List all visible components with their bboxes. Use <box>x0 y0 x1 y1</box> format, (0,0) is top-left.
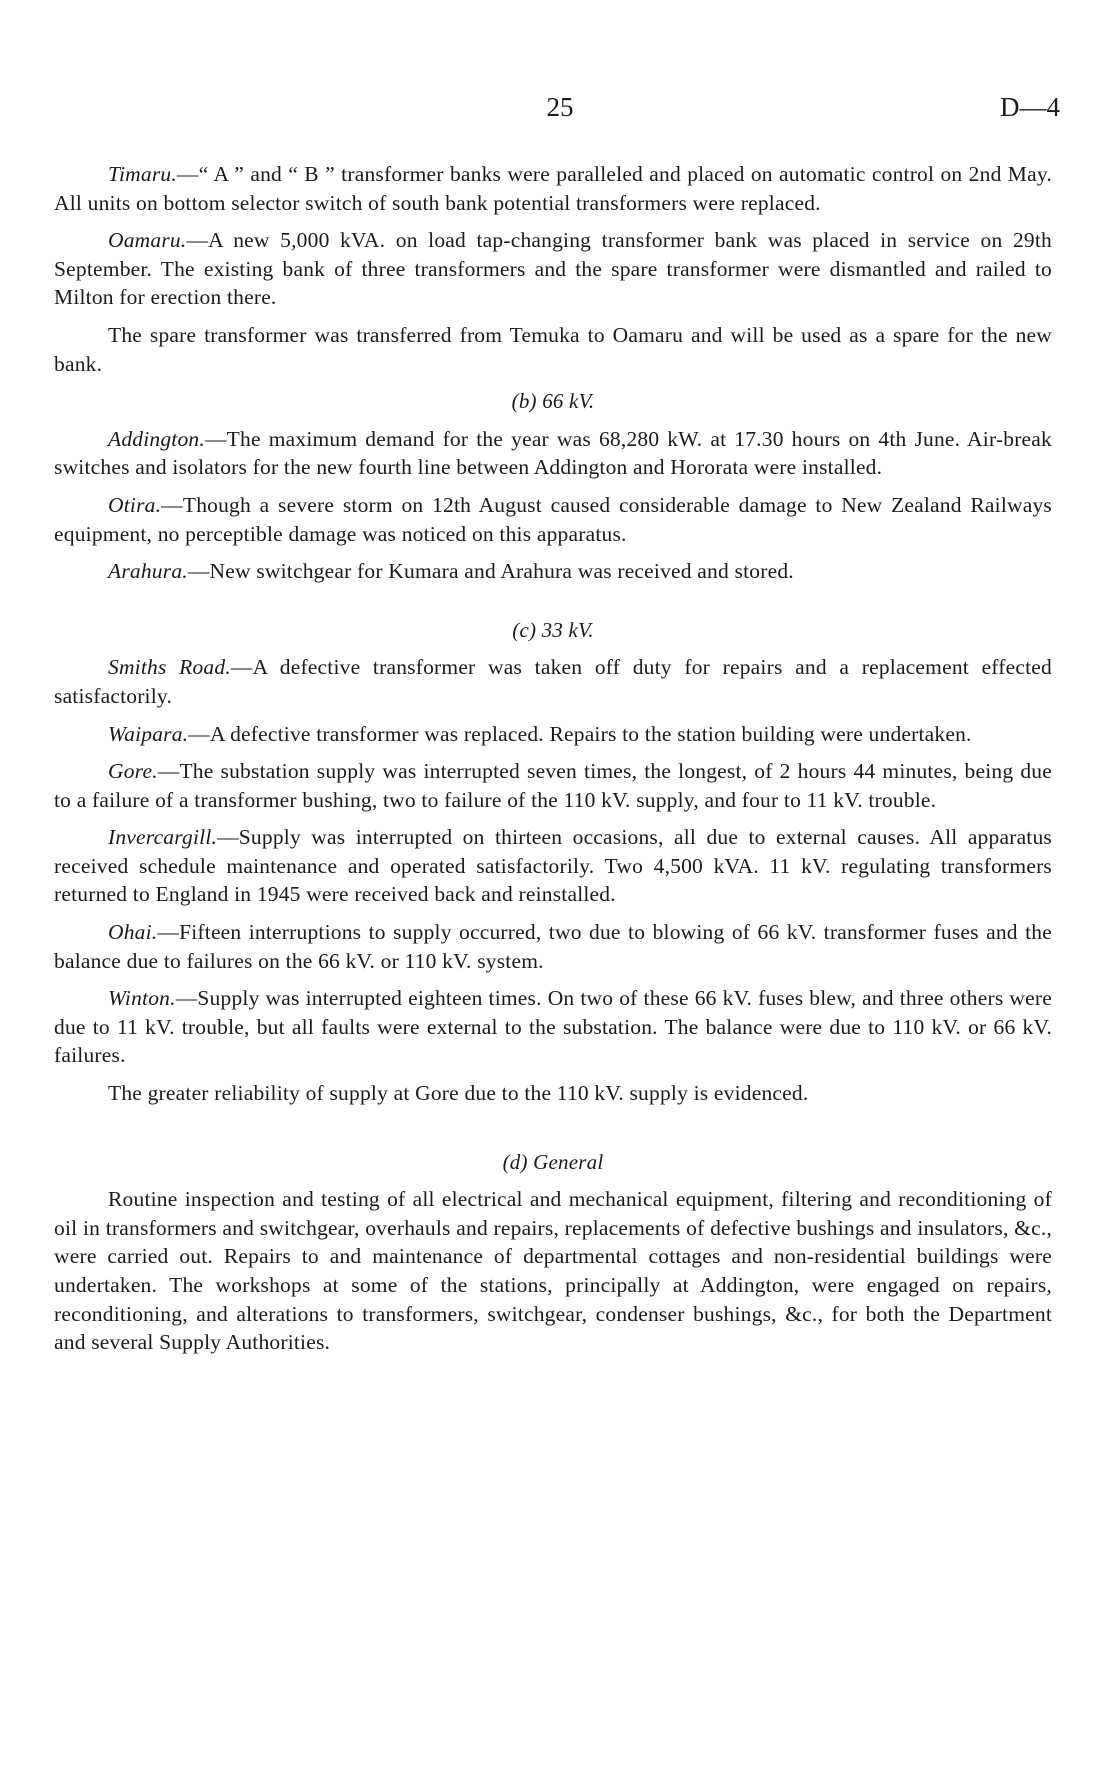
page-number: 25 <box>546 92 574 122</box>
paragraph-waipara <box>54 720 1052 749</box>
paragraph-text: —The maximum demand for the year was 68,280 kW. at 17.30 hours on 4th June. Air-break switches and isolators for the new fourth line between Addington and Hororata were installed. <box>54 426 1052 480</box>
paragraph-text: —Fifteen interruptions to supply occurred, two due to blowing of 66 kV. transformer fuses and the balance due to failures on the 66 kV. or 110 kV. system. <box>54 920 1052 973</box>
paragraph-text: Routine inspection and testing of all electrical and mechanical equipment, filtering and reconditioning of oil in transformers and switchgear, overhauls and repairs, replacements of defective bushings and insulators, &c., were carried out. Repairs to and maintenance of departmental cottages and non-residential buildings were undertaken. The workshops at some of the stations, principally at Addington, were engaged on repairs, reconditioning, and alterations to transformers, switchgear, condenser bushings, &c., for both the Department and several Supply Authorities. <box>54 1187 1052 1355</box>
paragraph-gore <box>54 757 1052 814</box>
paragraph-oamaru <box>54 226 1052 312</box>
paragraph-lead: Ohai. <box>108 920 158 945</box>
paragraph-arahura <box>54 557 1052 586</box>
paragraph-text: —Supply was interrupted eighteen times. On two of these 66 kV. fuses blew, and three others were due to 11 kV. trouble, but all faults were external to the substation. The balance were due to 110 kV. or 66 kV. failures. <box>54 986 1052 1068</box>
section-heading-33kv: (c) 33 kV. <box>512 617 594 642</box>
paragraph-invercargill <box>54 823 1052 909</box>
paragraph-winton <box>54 984 1052 1070</box>
paragraph-text: —Supply was interrupted on thirteen occasions, all due to external causes. All apparatus received schedule maintenance and operated satisfactorily. Two 4,500 kVA. 11 kV. regulating transformers returned to England in 1945 were received back and reinstalled. <box>54 825 1052 907</box>
paragraph-ohai <box>54 918 1052 975</box>
paragraph-text: —The substation supply was interrupted seven times, the longest, of 2 hours 44 minutes, being due to a failure of a transformer bushing, two to failure of the 110 kV. supply, and four to 11 kV. trouble. <box>54 759 1052 812</box>
paragraph-smiths-road <box>54 653 1052 710</box>
paragraph-lead: Invercargill. <box>108 825 218 850</box>
section-heading-general: (d) General <box>502 1149 604 1174</box>
section-heading-66kv: (b) 66 kV. <box>511 389 595 414</box>
paragraph-reliability <box>54 1079 1052 1108</box>
paragraph-lead: Arahura. <box>108 559 188 584</box>
paragraph-text: —A defective transformer was taken off duty for repairs and a replacement effected satisfactorily. <box>54 655 1052 708</box>
paragraph-text: —A defective transformer was replaced. Repairs to the station building were undertaken. <box>188 721 972 746</box>
page-body <box>54 160 1052 1366</box>
paragraph-addington <box>54 425 1052 482</box>
paragraph-lead: Addington. <box>108 426 205 451</box>
document-reference: D—4 <box>1000 92 1060 122</box>
paragraph-text: —A new 5,000 kVA. on load tap-changing transformer bank was placed in service on 29th September. The existing bank of three transformers and the spare transformer were dismantled and railed to Milton for erection there. <box>54 228 1052 310</box>
paragraph-otira <box>54 491 1052 548</box>
paragraph-lead: Gore. <box>108 759 158 784</box>
paragraph-lead: Oamaru. <box>108 228 187 253</box>
paragraph-text: The greater reliability of supply at Gore due to the 110 kV. supply is evidenced. <box>108 1081 809 1106</box>
paragraph-spare-transformer <box>54 321 1052 378</box>
paragraph-lead: Waipara. <box>108 721 189 746</box>
paragraph-text: —New switchgear for Kumara and Arahura was received and stored. <box>187 559 794 584</box>
paragraph-text: —Though a severe storm on 12th August caused considerable damage to New Zealand Railways equipment, no perceptible damage was noticed on this apparatus. <box>54 492 1052 546</box>
paragraph-lead: Otira. <box>108 492 162 517</box>
paragraph-routine-inspection <box>54 1185 1052 1357</box>
paragraph-lead: Winton. <box>108 986 176 1011</box>
paragraph-text: —“ A ” and “ B ” transformer banks were paralleled and placed on automatic control on 2nd May. All units on bottom selector switch of south bank potential transformers were replaced. <box>54 162 1052 215</box>
paragraph-text: The spare transformer was transferred from Temuka to Oamaru and will be used as a spare for the new bank. <box>54 322 1052 376</box>
paragraph-lead: Timaru. <box>108 162 177 186</box>
paragraph-lead: Smiths Road. <box>108 655 231 680</box>
paragraph-timaru <box>54 160 1052 217</box>
